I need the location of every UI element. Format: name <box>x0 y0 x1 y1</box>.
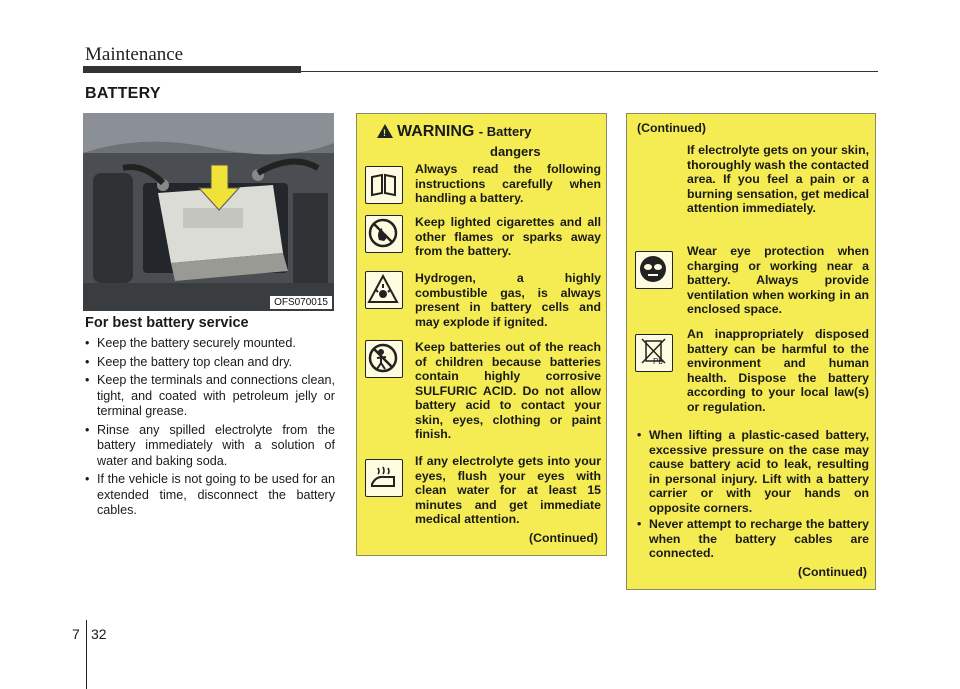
list-item: • Rinse any spilled electrolyte from the battery immediately with a solution of water and baking soda. <box>85 423 335 470</box>
battery-service-list <box>85 336 335 519</box>
list-item: • If the vehicle is not going to be used for an extended time, disconnect the battery cables. <box>85 472 335 519</box>
list-item: • Keep the terminals and connections clean, tight, and coated with petroleum jelly or terminal grease. <box>85 373 335 420</box>
exclamation-icon: ! <box>383 128 386 138</box>
warning-subtitle: - Battery <box>478 124 532 139</box>
section-title: BATTERY <box>85 85 161 102</box>
warning-text: Always read the following instructions carefully when handling a battery. <box>415 162 601 205</box>
keep-children-away-icon <box>365 340 403 378</box>
photo-code-label: OFS070015 <box>270 296 332 309</box>
header-rule-thin <box>301 71 878 72</box>
page-number-rule <box>86 620 87 689</box>
list-item: • Keep the battery securely mounted. <box>85 336 335 352</box>
skin-contact-text: If electrolyte gets on your skin, thoroughly wash the contacted area. If you feel a pain or a burning sensation, get medical attention immediately. <box>687 143 869 215</box>
continued-heading: (Continued) <box>637 121 706 135</box>
chapter-number: 7 <box>72 626 80 642</box>
warning-word: WARNING <box>397 123 475 140</box>
list-item: • Keep the battery top clean and dry. <box>85 355 335 371</box>
warning-text: Keep batteries out of the reach of children because batteries contain highly corrosive SULFURIC ACID. Do not allow battery acid to contact your skin, eyes, clothing or paint finish. <box>415 340 601 441</box>
warning-box-continued <box>626 113 876 590</box>
battery-service-section <box>85 315 335 522</box>
pb-label: Pb <box>653 357 663 366</box>
header-rule-thick <box>83 66 301 73</box>
continued-label: (Continued) <box>798 565 867 579</box>
list-item: • Never attempt to recharge the battery when the battery cables are connected. <box>637 517 869 561</box>
engine-bay-illustration <box>83 113 334 311</box>
manual-icon <box>365 166 403 204</box>
explosive-icon <box>365 271 403 309</box>
battery-service-heading: For best battery service <box>85 315 249 331</box>
warning-heading <box>397 123 532 141</box>
battery-handling-list <box>637 428 869 564</box>
eye-protection-text: Wear eye protection when charging or working near a battery. Always provide ventilation when working in an enclosed space. <box>687 244 869 316</box>
eye-flush-icon <box>365 459 403 497</box>
warning-text: Hydrogen, a highly combustible gas, is always present in battery cells and may explode if ignited. <box>415 271 601 329</box>
eye-protection-icon <box>635 251 673 289</box>
disposal-text: An inappropriately disposed battery can be harmful to the environment and human health. Dispose the battery according to your local law(s) or regulation. <box>687 327 869 414</box>
warning-subtitle-line2: dangers <box>490 144 541 159</box>
warning-box-battery-dangers <box>356 113 607 556</box>
no-flame-icon <box>365 215 403 253</box>
continued-label: (Continued) <box>529 531 598 545</box>
warning-text: Keep lighted cigarettes and all other flames or sparks away from the battery. <box>415 215 601 258</box>
page-number: 32 <box>91 626 107 642</box>
warning-text: If any electrolyte gets into your eyes, flush your eyes with clean water for at least 15 minutes and get immediate medical attention. <box>415 454 601 526</box>
battery-photo <box>83 113 334 311</box>
list-item: • When lifting a plastic-cased battery, excessive pressure on the case may cause battery acid to leak, resulting in personal injury. Lift with a battery carrier or with your hands on opposite corners. <box>637 428 869 515</box>
crossed-bin-icon <box>635 334 673 372</box>
page-header-title: Maintenance <box>85 44 184 65</box>
